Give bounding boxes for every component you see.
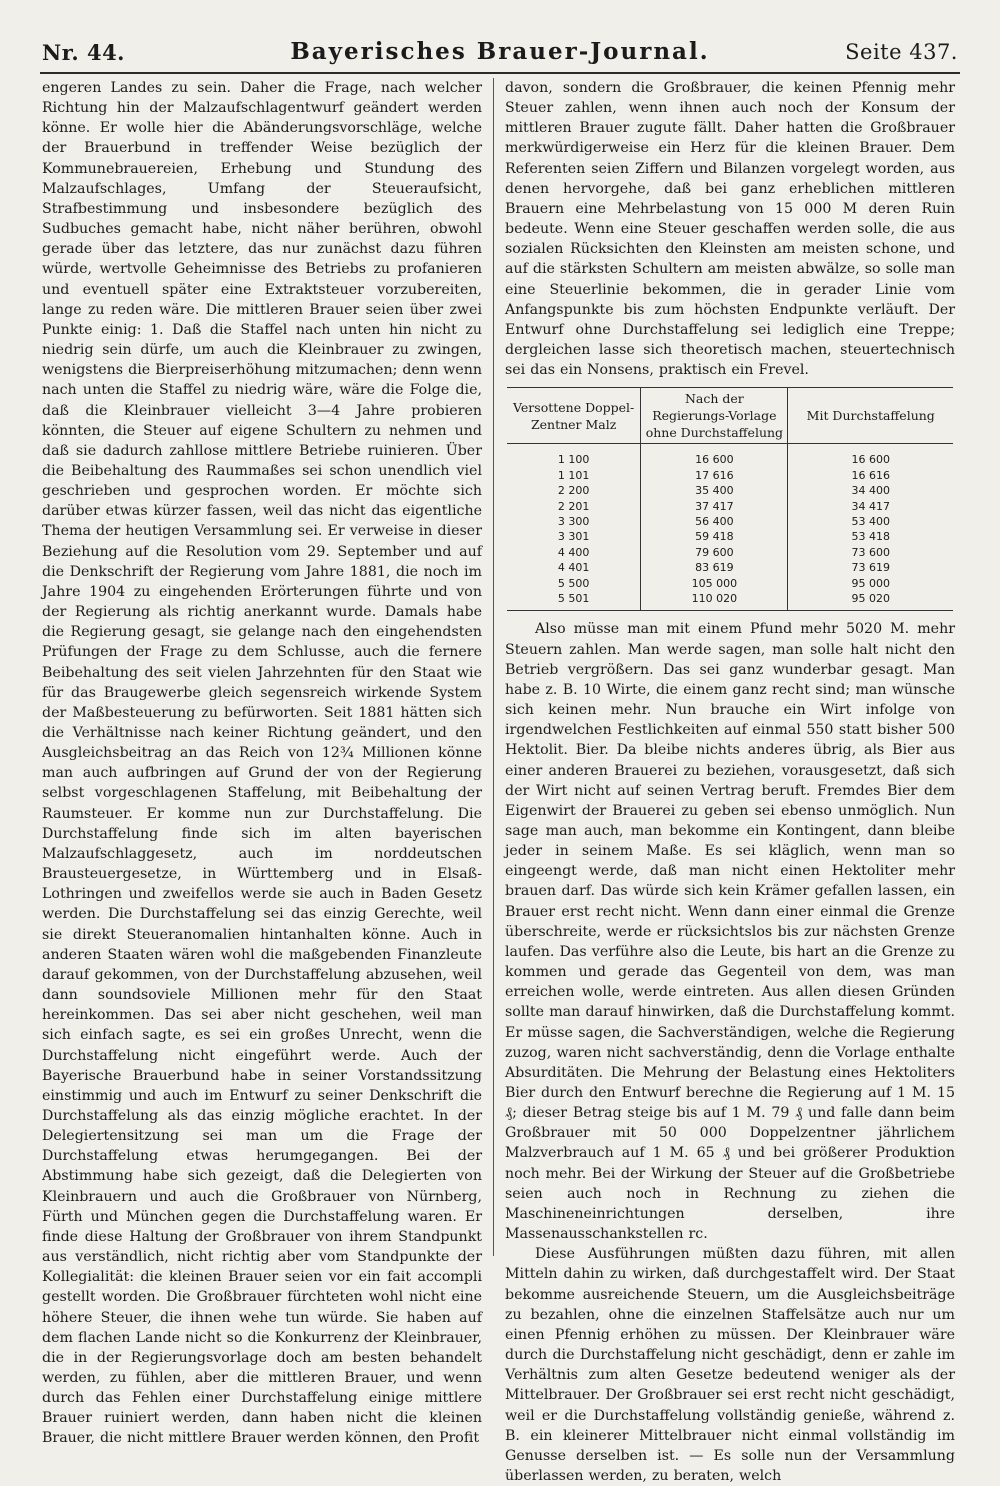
cell-graduated: 95 000 [788,576,953,591]
cell-malt: 2 201 [557,499,590,513]
table-row [507,468,953,483]
cell-graduated: 73 600 [788,545,953,560]
table-row [507,499,953,514]
cell-graduated: 16 616 [788,468,953,483]
cell-draft: 59 418 [641,529,788,544]
cell-graduated: 95 020 [788,591,953,611]
cell-draft: 105 000 [641,576,788,591]
cell-malt: 3 301 [557,530,590,544]
issue-number: Nr. 44. [42,40,125,65]
cell-draft: 83 619 [641,560,788,575]
table-row [507,545,953,560]
cell-graduated: 34 417 [788,499,953,514]
right-paragraph-2: Also müsse man mit einem Pfund mehr 5020 M. mehr Steuern zahlen. Man werde sagen, man solle halt nicht den Betrieb vergrößern. Das sei ganz wunderbar gesagt. Man habe z. B. 10 Wirte, die einem ganz recht sind; man wünsche sich keinen mehr. Nun brauche ein Wirt infolge von irgendwelchen Festlichkeiten auf einmal 550 statt bisher 500 Hektolit. Bier. Da bleibe nichts anderes übrig, als Bier aus einer anderen Brauerei zu beziehen, vorausgesetzt, daß sich der Wirt nicht auf seinen Vertrag beruft. Fremdes Bier dem Eigenwirt der Brauerei zu geben sei ebenso unmöglich. Nun sage man auch, man bekomme ein Kontingent, dann bleibe jeder in seinem Maße. Es sei kläglich, wenn man so eingeengt werde, daß man nicht einen Hektoliter mehr brauen darf. Das würde sich kein Krämer gefallen lassen, ein Brauer erst recht nicht. Wenn dann einer einmal die Grenze überschreite, werde er rücksichtslos bis zur nächsten Grenze laufen. Das verführe also die Leute, bis hart an die Grenze zu kommen und gerade das Gegenteil von dem, was man erreichen wolle, werde eintreten. Aus allen diesen Gründen sollte man darauf hinwirken, daß die Durchstaffelung kommt. Er müsse sagen, die Sachverständigen, welche die Regierung zuzog, waren nicht sachverständig, denn die Vorlage enthalte Absurditäten. Die Mehrung der Belastung eines Hektoliters Bier durch den Entwurf berechne die Regierung auf 1 M. 15 ₰; dieser Betrag steige bis auf 1 M. 79 ₰ und falle dann beim Großbrauer mit 50 000 Doppelzentner jährlichem Malzverbrauch auf 1 M. 65 ₰ und bei größerer Produktion noch mehr. Bei der Wirkung der Steuer auf die Großbetriebe seien auch noch in Rechnung zu ziehen die Maschineneinrichtungen derselben, ihre Massenausschankstellen rc. [505,621,955,1243]
column-divider [493,78,494,1256]
page-header [40,38,960,72]
cell-malt: 3 300 [557,514,590,528]
right-paragraph-3: Diese Ausführungen müßten dazu führen, mit allen Mitteln dahin zu wirken, daß durchgestaffelt wird. Der Staat bekomme ausreichende Steuern, um die Ausgleichsbeiträge zu bezahlen, ohne die einzelnen Staffelsätze auch nur um einen Pfennig erhöhen zu müssen. Der Kleinbrauer wäre durch die Durchstaffelung nicht geschädigt, denn er zahle im Verhältnis zum alten Gesetze bedeutend weniger als der Mittelbrauer. Der Großbrauer sei erst recht nicht geschädigt, weil er die Durchstaffelung vollständig genieße, während z. B. ein kleinerer Mittelbrauer nicht einmal vollständig im Genusse derselben ist. — Es solle nun der Versammlung überlassen werden, zu beraten, welch [505,1246,955,1484]
journal-title: Bayerisches Brauer-Journal. [290,38,710,65]
cell-draft: 79 600 [641,545,788,560]
cell-graduated: 34 400 [788,483,953,498]
left-column-text: engeren Landes zu sein. Daher die Frage, nach welcher Richtung hin der Malzaufschlagentwurf geändert werden könne. Er wolle hier die Abänderungsvorschläge, welche der Brauerbund in treffender Weise bezüglich der Kommunebrauereien, Erhebung und Stundung des Malzaufschlages, Umfang der Steueraufsicht, Strafbestimmung und insbesondere bezüglich des Sudbuches gemacht habe, nicht näher berühren, obwohl gerade über das letztere, das nur zunächst dazu führen würde, wertvolle Geheimnisse des Betriebs zu profanieren und eventuell später eine Extraktsteuer vorzubereiten, lange zu reden wäre. Die mittleren Brauer seien über zwei Punkte einig: 1. Daß die Staffel nach unten hin nicht zu niedrig sein dürfe, um auch die Kleinbrauer zu zwingen, wenigstens die Bierpreiserhöhung mitzumachen; denn wenn nach unten die Staffel zu niedrig wäre, wäre die Folge die, daß die Kleinbrauer vielleicht 3—4 Jahre probieren könnten, die Steuer auf eigene Schultern zu nehmen und daß sie dadurch zahllose mittlere Betriebe ruinieren. Über die Beibehaltung des Raummaßes sei schon unendlich viel geschrieben und gesprochen worden. Er möchte sich darüber etwas kürzer fassen, weil das nicht das eigentliche Thema der heutigen Versammlung sei. Er verweise in dieser Beziehung auf die Resolution vom 29. September und auf die Denkschrift der Regierung vom Jahre 1881, die noch im Jahre 1904 zu eingehenden Erörterungen führte und von der Regierung als richtig anerkannt wurde. Damals habe die Regierung gesagt, sie gelange nach den eingehendsten Prüfungen der Frage zu dem Schlusse, auch die fernere Beibehaltung des seit vielen Jahrzehnten für den Staat wie für das Braugewerbe gleich segensreich wirkende System der Maßbesteuerung zu befürworten. Seit 1881 hätten sich die Verhältnisse nach keiner Richtung geändert, und den Ausgleichsbeitrag an das Reich von 12¾ Millionen könne man auch aufbringen auf Grund der von der Regierung selbst vorgeschlagenen Staffelung, mit Beibehaltung der Raumsteuer. Er komme nun zur Durchstaffelung. Die Durchstaffelung finde sich im alten bayerischen Malzaufschlaggesetz, auch im norddeutschen Brausteuergesetze, in Württemberg und in Elsaß-Lothringen und zweifellos werde sie auch in Baden Gesetz werden. Die Durchstaffelung sei das einzig Gerechte, weil sie direkt Steueranomalien hintanhalten könne. Auch in anderen Staaten wären wohl die maßgebenden Finanzleute darauf gekommen, von der Durchstaffelung abzusehen, weil dann soundsoviele Millionen mehr für den Staat hereinkommen. Das sei aber nicht geschehen, weil man sich einfach sagte, es sei ein großes Unrecht, wenn die Durchstaffelung nicht eingeführt werde. Auch der Bayerische Brauerbund habe in seiner Vorstandssitzung einstimmig und auch im Entwurf zu seiner Denkschrift die Durchstaffelung als das einzig mögliche erachtet. In der Delegiertensitzung sei man um die Frage der Durchstaffelung etwas herumgegangen. Bei der Abstimmung habe sich gezeigt, daß die Delegierten von Kleinbrauern und auch die Großbrauer von Nürnberg, Fürth und München gegen die Durchstaffelung waren. Er finde diese Haltung der Großbrauer von ihrem Standpunkt aus verständlich, nicht richtig aber vom Standpunkte der Kollegialität: die kleinen Brauer seien vor ein fait accompli gestellt worden. Die Großbrauer fürchteten wohl nicht eine höhere Steuer, die ihnen wehe tun würde. Sie haben auf dem flachen Lande nicht so die Konkurrenz der Kleinbrauer, die in der Regierungsvorlage doch am besten behandelt werden, zu fühlen, aber die mittleren Brauer, und wenn durch das Fehlen einer Durchstaffelung einige mittlere Brauer ruiniert werden, dann haben nicht die kleinen Brauer, die nicht mittlere Brauer werden können, den Profit [42,80,482,1447]
cell-graduated: 73 619 [788,560,953,575]
col-header-government-draft: Nach der Regierungs-Vorlage ohne Durchstaffelung [641,388,788,444]
tax-comparison-table-wrapper [507,387,953,611]
cell-malt: 4 400 [557,545,590,559]
table-row [507,591,953,611]
cell-malt: 1 100 [557,453,590,467]
cell-draft: 17 616 [641,468,788,483]
table-header-row [507,388,953,444]
table-row [507,576,953,591]
cell-malt: 4 401 [557,561,590,575]
cell-draft: 35 400 [641,483,788,498]
page-number: Seite 437. [845,40,958,64]
cell-malt: 5 501 [557,592,590,605]
tax-comparison-table [507,387,953,611]
cell-graduated: 16 600 [788,444,953,468]
cell-draft: 56 400 [641,514,788,529]
table-row [507,529,953,544]
cell-draft: 37 417 [641,499,788,514]
col-header-malt: Versottene Doppel-Zentner Malz [507,388,641,444]
cell-draft: 110 020 [641,591,788,611]
col-header-graduated: Mit Durchstaffelung [788,388,953,444]
cell-graduated: 53 418 [788,529,953,544]
cell-malt: 5 500 [557,576,590,590]
cell-malt: 2 200 [557,484,590,498]
left-column [42,78,482,1449]
table-row [507,514,953,529]
header-rule [40,72,960,74]
table-row [507,483,953,498]
table-row [507,560,953,575]
table-row [507,444,953,468]
right-intro-paragraph: davon, sondern die Großbrauer, die keinen Pfennig mehr Steuer zahlen, wenn ihnen auch noch der Konsum der mittleren Brauer zugute fällt. Daher hatten die Großbrauer merkwürdigerweise ein Herz für die kleinen Brauer. Dem Referenten seien Ziffern und Bilanzen vorgelegt worden, aus denen hervorgehe, daß bei ganz erheblichen mittleren Brauern eine Mehrbelastung von 15 000 M deren Ruin bedeute. Wenn eine Steuer geschaffen werden solle, die aus sozialen Rücksichten den Kleinsten am meisten schone, und auf die stärksten Schultern am meisten abwälze, so solle man eine Steuerlinie bekommen, die in gerader Linie vom Anfangspunkte bis zum höchsten Endpunkte verläuft. Der Entwurf ohne Durchstaffelung sei lediglich eine Treppe; dergleichen lasse sich theoretisch machen, steuertechnisch sei das ein Nonsens, praktisch ein Frevel. [505,80,955,379]
cell-draft: 16 600 [641,444,788,468]
cell-malt: 1 101 [557,468,590,482]
right-column [505,78,955,1486]
cell-graduated: 53 400 [788,514,953,529]
